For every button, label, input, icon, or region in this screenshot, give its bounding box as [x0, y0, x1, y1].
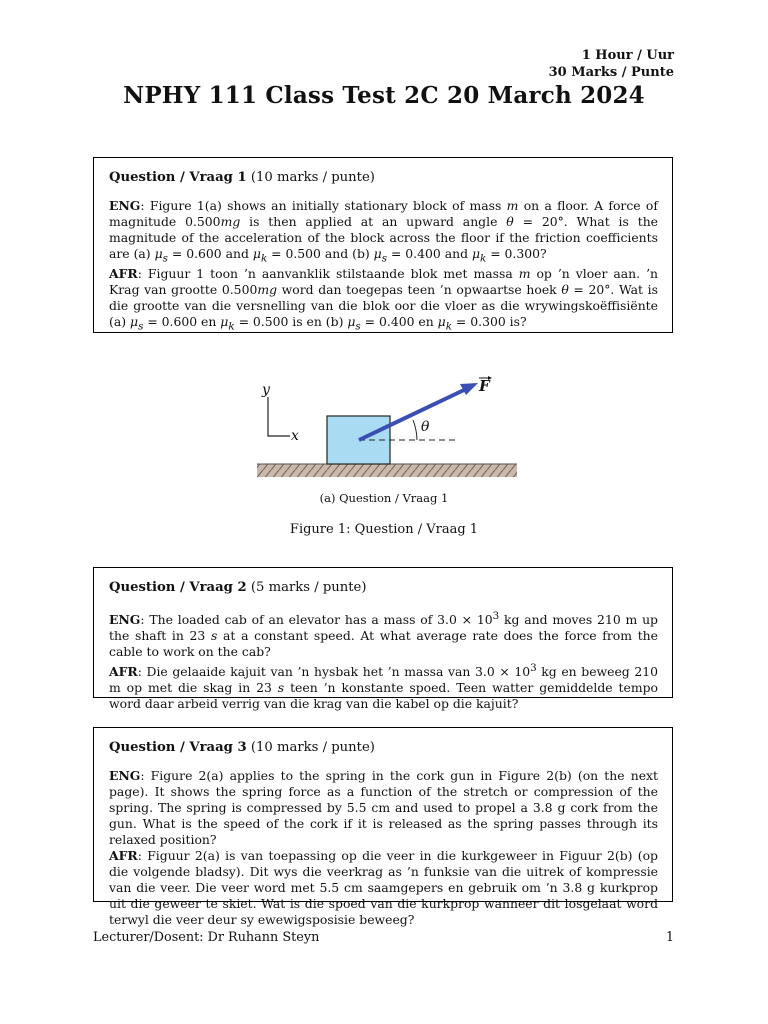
question-label: Question / Vraag 2: [109, 580, 247, 595]
total-marks: 30 Marks / Punte: [548, 65, 674, 80]
figure-caption: Figure 1: Question / Vraag 1: [289, 522, 479, 537]
question-label: Question / Vraag 1: [109, 170, 247, 185]
question-1-eng: ENG: Figure 1(a) shows an initially stationary block of mass m on a floor. A force of magnitude 0.500mg is then applied at an upward angle θ = 20°. What is the magnitude of the acceleration of the block across the floor if the friction coefficients are (a) $\mu_s = 0.600$ and $\mu_k = 0.500$ and (b) $\mu_s = 0.400$ and $\mu_k = 0.300$?: [109, 198, 659, 265]
question-2-box: [93, 567, 673, 712]
duration: 1 Hour / Uur: [581, 48, 674, 63]
force-arrow-shaft: [359, 390, 464, 440]
angle-label: θ: [421, 419, 430, 435]
page-number: 1: [665, 930, 674, 945]
question-3-afr: AFR: Figuur 2(a) is van toepassing op die veer in die kurkgeweer in Figuur 2(b) (op die volgende bladsy). Dit wys die veerkrag as ’n funksie van die uitrek of kompressie van die veer. Die veer word met 5.5 cm saamgepers en gebruik om ’n 3.8 g kurkprop uit die geweer te skiet. Wat is die spoed van die kurkprop wanneer dit losgelaat word terwyl die veer deur sy ewewigsposisie beweeg?: [109, 848, 658, 927]
eng-label: ENG: [109, 612, 141, 628]
eng-label: ENG: [109, 768, 141, 783]
afr-text: Die gelaaide kajuit van ’n hysbak het ’n massa van $3.0 \times 10^3$ kg en beweeg 210 m op met die skag in 23 s teen ’n konstante spoed. Teen watter gemiddelde tempo word daar arbeid verrig van die krag van die kabel op die kajuit?: [109, 662, 659, 712]
afr-text: Figuur 2(a) is van toepassing op die veer in die kurkgeweer in Figuur 2(b) (op die volgende bladsy). Dit wys die veerkrag as ’n funksie van die uitrek of kompressie van die veer. Die veer word met 5.5 cm saamgepers en gebruik om ’n 3.8 g kurkprop uit die geweer te skiet. Wat is die spoed van die kurkprop wanneer dit losgelaat word terwyl die veer deur sy ewewigsposisie beweeg?: [109, 848, 658, 927]
eng-label: ENG: [109, 198, 141, 213]
floor: [257, 464, 517, 477]
afr-label: AFR: [109, 266, 138, 282]
question-1-afr: AFR: Figuur 1 toon ’n aanvanklik stilstaande blok met massa m op ’n vloer aan. ’n Krag van grootte 0.500mg word dan toegepas teen ’n opwaartse hoek θ = 20°. Wat is die grootte van die versnelling van die blok oor die vloer as die wrywingskoëffisiënte (a) $\mu_s = 0.600$ en $\mu_k = 0.500$ is en (b) $\mu_s = 0.400$ en $\mu_k = 0.300$ is?: [109, 266, 658, 333]
question-label: Question / Vraag 3: [109, 740, 247, 755]
question-2-afr: AFR: Die gelaaide kajuit van ’n hysbak het ’n massa van $3.0 \times 10^3$ kg en beweeg 210 m op met die skag in 23 s teen ’n konstante spoed. Teen watter gemiddelde tempo word daar arbeid verrig van die krag van die kabel op die kajuit?: [109, 662, 659, 712]
test-meta: [549, 47, 674, 81]
lecturer-name: Lecturer/Dosent: Dr Ruhann Steyn: [93, 930, 320, 945]
question-1-header: [109, 170, 658, 186]
axis-x-label: x: [291, 428, 299, 444]
axis-y-label: y: [262, 382, 270, 398]
eng-text: The loaded cab of an elevator has a mass of $3.0 \times 10^3$ kg and moves 210 m up the shaft in 23 s at a constant speed. At what average rate does the force from the cable to work on the cab?: [109, 610, 658, 660]
question-1-box: [93, 157, 673, 333]
question-2-header: [109, 580, 658, 596]
axes: [261, 382, 299, 444]
page-title: NPHY 111 Class Test 2C 20 March 2024: [123, 82, 645, 109]
eng-text: Figure 2(a) applies to the spring in the cork gun in Figure 2(b) (on the next page). It shows the spring force as a function of the stretch or compression of the spring. The spring is compressed by 5.5 cm and used to propel a 3.8 g cork from the gun. What is the speed of the cork if it is released as the spring passes through its relaxed position?: [109, 768, 658, 847]
question-3-header: [109, 740, 658, 756]
question-marks: (10 marks / punte): [250, 170, 375, 185]
afr-label: AFR: [109, 848, 138, 863]
angle-arc: [413, 420, 417, 440]
question-3-box: [93, 727, 673, 927]
question-2-eng: ENG: The loaded cab of an elevator has a mass of $3.0 \times 10^3$ kg and moves 210 m up the shaft in 23 s at a constant speed. At what average rate does the force from the cable to work on the cab?: [109, 610, 658, 660]
figure-1a: [255, 370, 520, 482]
eng-text: Figure 1(a) shows an initially stationary block of mass m on a floor. A force of magnitude 0.500mg is then applied at an upward angle θ = 20°. What is the magnitude of the acceleration of the block across the floor if the friction coefficients are (a) $\mu_s = 0.600$ and $\mu_k = 0.500$ and (b) $\mu_s = 0.400$ and $\mu_k = 0.300$?: [109, 198, 659, 265]
question-3-eng: ENG: Figure 2(a) applies to the spring in the cork gun in Figure 2(b) (on the next page). It shows the spring force as a function of the stretch or compression of the spring. The spring is compressed by 5.5 cm and used to propel a 3.8 g cork from the gun. What is the speed of the cork if it is released as the spring passes through its relaxed position?: [109, 768, 658, 847]
afr-text: Figuur 1 toon ’n aanvanklik stilstaande blok met massa m op ’n vloer aan. ’n Krag van grootte 0.500mg word dan toegepas teen ’n opwaartse hoek θ = 20°. Wat is die grootte van die versnelling van die blok oor die vloer as die wrywingskoëffisiënte (a) $\mu_s = 0.600$ en $\mu_k = 0.500$ is en (b) $\mu_s = 0.400$ en $\mu_k = 0.300$ is?: [109, 266, 658, 333]
question-marks: (5 marks / punte): [250, 580, 367, 595]
afr-label: AFR: [109, 664, 138, 680]
force-label: F: [479, 377, 490, 395]
figure-subcaption: (a) Question / Vraag 1: [319, 491, 449, 505]
question-marks: (10 marks / punte): [250, 740, 375, 755]
